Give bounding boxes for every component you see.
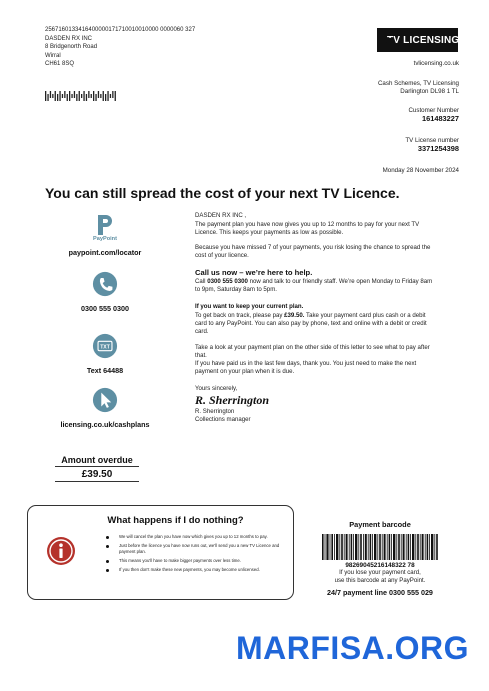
licence-number-block <box>405 137 459 154</box>
paypoint-logo-text: PayPoint <box>93 235 117 242</box>
address-line-2: 8 Bridgenorth Road <box>45 44 98 51</box>
paypoint-link[interactable]: paypoint.com/locator <box>68 248 142 257</box>
reference-code: 2567160133416400000171710010010000 0000060 327 <box>45 27 196 33</box>
payment-barcode-block <box>310 520 450 597</box>
paragraph-plan: The payment plan you have now gives you up to 12 months to pay for your next TV Licence. This keeps your payments as low as possible. <box>195 221 420 236</box>
barcode-number: 98269045216148322 78 <box>345 562 415 569</box>
amount-overdue-value: £39.50 <box>55 467 139 482</box>
address-line-1: DASDEN RX INC <box>45 35 93 42</box>
letter-body <box>195 212 435 428</box>
signatory-role: Collections manager <box>195 416 251 423</box>
signatory-name: R. Sherrington <box>195 408 235 415</box>
payment-line[interactable]: 24/7 payment line 0300 555 029 <box>327 588 433 597</box>
headline: You can still spread the cost of your next TV Licence. <box>45 185 400 201</box>
tv-licensing-logo <box>377 28 458 52</box>
licence-number: 3371254398 <box>417 144 459 154</box>
cursor-icon <box>92 384 118 416</box>
letter-date: Monday 28 November 2024 <box>382 167 459 174</box>
greeting: DASDEN RX INC , <box>195 212 247 219</box>
call-number[interactable]: 0300 555 0300 <box>207 278 248 285</box>
paragraph-keep: To get back on track, please pay £39.50. Take your payment card plus cash or a debit card to any PayPoint. You can also pay by phone, text and online with a debit or credit card. <box>195 312 427 335</box>
postal-barcode <box>45 91 117 101</box>
address-line-3: Wirral <box>45 52 61 59</box>
paragraph-paid: If you have paid us in the last few days, thank you. You just need to make the next payment on your plan when it is due. <box>195 360 417 375</box>
barcode-note-2: use this barcode at any PayPoint. <box>334 577 426 584</box>
payment-barcode <box>322 534 438 560</box>
cashplans-link[interactable]: licensing.co.uk/cashplans <box>60 420 150 429</box>
sender-website: tvlicensing.co.uk <box>413 60 459 67</box>
logo-text: TV LICENSING <box>387 34 460 46</box>
paragraph-plan-back: Take a look at your payment plan on the other side of this letter to see what to pay after that. <box>195 344 430 359</box>
sender-address <box>378 80 459 97</box>
list-item: If you then don't make these new payments, you may become unlicensed. <box>106 567 291 573</box>
payment-barcode-label: Payment barcode <box>349 520 411 529</box>
list-item: We will cancel the plan you have now which gives you up to 12 months to pay. <box>106 534 291 540</box>
recipient-address <box>45 26 195 69</box>
keep-plan-heading: If you want to keep your current plan. <box>195 303 304 310</box>
what-happens-title: What happens if I do nothing? <box>107 515 244 526</box>
amount-overdue <box>55 455 139 482</box>
warning-info-icon <box>46 536 76 566</box>
watermark: MARFISA.ORG <box>236 630 470 666</box>
paragraph-call: Call 0300 555 0300 now and talk to our friendly staff. We’re open Monday to Friday 8am to 9pm, Saturday 8am to 5pm. <box>195 278 433 293</box>
what-happens-box <box>27 505 294 600</box>
barcode-note-1: If you lose your payment card, <box>339 569 421 576</box>
address-line-4: CH61 8SQ <box>45 61 75 68</box>
list-item: This means you'll have to make bigger payments over less time. <box>106 558 291 564</box>
paypoint-icon <box>92 212 118 244</box>
txt-icon-text: TXT <box>100 344 110 351</box>
customer-number-label: Customer Number <box>408 107 459 114</box>
phone-icon <box>92 268 118 300</box>
phone-number[interactable]: 0300 555 0300 <box>81 304 129 313</box>
what-happens-list <box>106 534 291 576</box>
text-number[interactable]: Text 64488 <box>86 366 124 375</box>
signoff: Yours sincerely, <box>195 385 238 392</box>
keep-amount: £39.50. <box>284 312 305 319</box>
sender-org: Cash Schemes, TV Licensing <box>377 80 459 87</box>
licence-number-label: TV License number <box>405 137 459 144</box>
contact-phone <box>45 268 165 313</box>
call-heading: Call us now – we’re here to help. <box>195 268 313 277</box>
text-message-icon <box>92 330 118 362</box>
signature: R. Sherrington <box>195 393 270 407</box>
paragraph-missed: Because you have missed 7 of your payments, you risk losing the chance to spread the cost of your licence. <box>195 244 431 259</box>
contact-paypoint <box>45 212 165 257</box>
customer-number: 161483227 <box>422 114 459 124</box>
list-item: Just before the licence you have now runs out, we'll send you a new TV Licence and payment plan. <box>106 543 291 555</box>
customer-number-block <box>408 107 459 124</box>
amount-overdue-label: Amount overdue <box>55 455 139 467</box>
contact-online <box>45 384 165 429</box>
contact-text <box>45 330 165 375</box>
sender-city: Darlington DL98 1 TL <box>400 88 459 96</box>
